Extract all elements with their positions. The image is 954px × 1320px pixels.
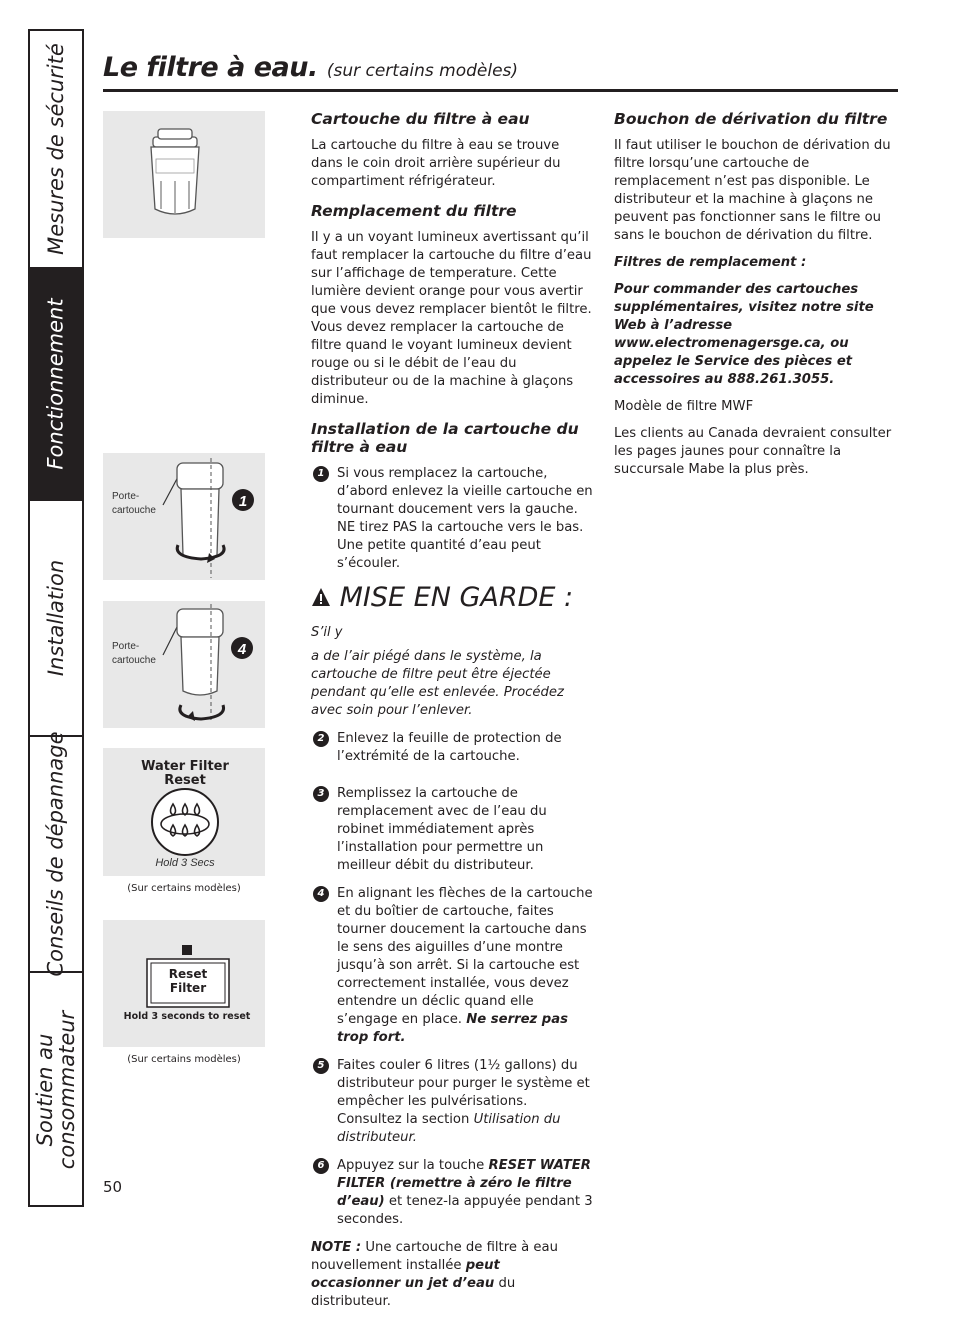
step-4-text: En alignant les flèches de la cartouche et du boîtier de cartouche, faites tourner doucement la cartouche dans le sens des aiguilles d’une montre jusqu’à son arrêt. Si la cartouche est correctement installée, vous devez entendre un déclic quand elle s’engage en place. — [337, 886, 593, 1027]
step-1-number: 1 — [313, 466, 329, 482]
section-tabs — [28, 29, 84, 1207]
remove-cartridge-illustration — [103, 453, 265, 580]
holder-label-2a: Porte- — [112, 641, 140, 652]
step-1-text: Si vous remplacez la cartouche, d’abord enlevez la vieille cartouche en tournant doucement vers la gauche. NE tirez PAS la cartouche vers le bas. Une petite quantité d’eau peut s’écouler. — [337, 466, 593, 571]
reset1-caption: (Sur certains modèles) — [127, 883, 241, 894]
filter-cartridge-icon — [103, 111, 265, 238]
install-heading: Installation de la cartouche du filtre à eau — [311, 420, 579, 456]
tab-support[interactable] — [30, 973, 84, 1207]
step-6 — [311, 1157, 593, 1229]
warning-heading — [311, 583, 593, 648]
tab-operation[interactable] — [30, 269, 84, 501]
warning-text: a de l’air piégé dans le système, la cartouche de filtre peut être éjectée pendant qu’elle est enlevée. Procédez avec soin pour l’enlever. — [311, 649, 564, 718]
step-2 — [311, 730, 593, 766]
step-5-text: Faites couler 6 litres (1½ gallons) du distributeur pour purger le système et empêcher les pulvérisations. Consultez la section — [337, 1058, 590, 1127]
holder-label-1a: Porte- — [112, 491, 140, 502]
page-title: Le filtre à eau. — [103, 52, 318, 83]
reset1-title-b: Reset — [164, 773, 206, 788]
replacement-heading: Filtres de remplacement : — [614, 255, 807, 270]
warning-triangle-icon — [311, 587, 331, 607]
cartridge-remove-diagram — [103, 453, 265, 580]
reset2-line2: Filter — [169, 981, 207, 995]
note-label: NOTE : — [311, 1240, 362, 1255]
page-number: 50 — [103, 1178, 123, 1196]
canada-text: Les clients au Canada devraient consulter les pages jaunes pour connaître la succursale Mabe la plus près. — [614, 426, 892, 477]
water-filter-reset-panel — [103, 748, 265, 876]
bypass-column — [614, 110, 898, 488]
cartridge-text: La cartouche du filtre à eau se trouve dans le coin droit arrière supérieur du compartiment réfrigérateur. — [311, 138, 561, 189]
bypass-text: Il faut utiliser le bouchon de dérivation du filtre lorsqu’une cartouche de remplacement n’est pas disponible. Le distributeur et la machine à glaçons ne peuvent pas fonctionner sans le filtre ou sans le bouchon de dérivation du filtre. — [614, 138, 891, 243]
model-text: Modèle de filtre MWF — [614, 399, 754, 414]
reset2-caption: (Sur certains modèles) — [127, 1054, 241, 1065]
step-5 — [311, 1057, 593, 1147]
step-2-text: Enlevez la feuille de protection de l’extrémité de la cartouche. — [337, 731, 562, 764]
reset1-hold: Hold 3 Secs — [155, 857, 215, 869]
note-text-a: Une cartouche de filtre à eau nouvellement installée — [311, 1240, 558, 1273]
step-3-number: 3 — [313, 786, 329, 802]
tab-safety[interactable] — [30, 31, 84, 269]
step-4-bold: Ne serrez pas trop fort. — [337, 1012, 568, 1045]
indicator-square — [182, 945, 192, 955]
warning-block — [311, 583, 593, 720]
step-5-number: 5 — [313, 1058, 329, 1074]
reset1-title-a: Water Filter — [141, 759, 229, 774]
note — [311, 1239, 593, 1311]
filter-cartridge-illustration — [103, 111, 265, 238]
step-6-text-b: et tenez-la appuyée pendant 3 secondes. — [337, 1194, 593, 1227]
order-text: Pour commander des cartouches supplémentaires, visitez notre site Web à l’adresse www.electromenagersge.ca, ou appelez le Service des pièces et accessoires au 888.261.3055. — [614, 282, 874, 387]
install-cartridge-illustration — [103, 601, 265, 728]
step-5-italic: Utilisation du distributeur. — [337, 1112, 561, 1145]
tab-support-line1: Soutien au — [33, 1033, 57, 1147]
holder-label-1b: cartouche — [112, 505, 156, 516]
page-header — [103, 52, 898, 92]
holder-label-2b: cartouche — [112, 655, 156, 666]
tab-installation[interactable] — [30, 501, 84, 737]
tab-safety-label: Mesures de sécurité — [44, 43, 69, 255]
tab-installation-label: Installation — [44, 559, 68, 677]
warning-title: MISE EN GARDE : — [339, 582, 574, 613]
tab-operation-label: Fonctionnement — [44, 298, 69, 470]
step-6-text-a: Appuyez sur la touche — [337, 1158, 485, 1173]
warning-lead: S’il y — [311, 625, 343, 640]
step-3 — [311, 785, 593, 875]
page-subtitle: (sur certains modèles) — [326, 61, 519, 81]
reset2-hold: Hold 3 seconds to reset — [123, 1011, 251, 1022]
tab-troubleshooting-label: Conseils de dépannage — [44, 731, 68, 977]
cartridge-heading: Cartouche du filtre à eau — [311, 110, 530, 128]
step-badge-4-text: 4 — [237, 641, 247, 658]
tab-troubleshooting[interactable] — [30, 731, 84, 977]
tab-support-label — [34, 1011, 78, 1169]
step-6-bold: RESET WATER FILTER (remettre à zéro le filtre d’eau) — [337, 1158, 591, 1209]
reset2-line1: Reset — [168, 967, 208, 981]
step-6-number: 6 — [313, 1158, 329, 1174]
step-4 — [311, 885, 593, 1047]
step-1 — [311, 465, 593, 573]
reset-panel-diagram — [103, 748, 265, 876]
replace-text: Il y a un voyant lumineux avertissant qu’il faut remplacer la cartouche du filtre d’eau sur l’affichage de temperature. Cette lumière devient orange pour vous avertir que vous devez remplacer bientôt le filtre. Vous devez remplacer la cartouche de filtre quand le voyant lumineux devient rouge ou si le débit de l’eau du distributeur ou de la machine à glaçons diminue. — [311, 230, 592, 407]
note-bold: peut occasionner un jet d’eau — [311, 1258, 500, 1291]
reset-filter-panel — [103, 920, 265, 1047]
step-3-text: Remplissez la cartouche de remplacement avec de l’eau du robinet immédiatement après l’installation pour permettre un meilleur débit du distributeur. — [337, 786, 547, 873]
tab-support-line2: consommateur — [55, 1010, 79, 1170]
note-text-b: du distributeur. — [311, 1276, 516, 1309]
replace-heading: Remplacement du filtre — [311, 202, 517, 220]
bypass-heading: Bouchon de dérivation du filtre — [614, 110, 888, 128]
reset-filter-diagram — [103, 920, 265, 1047]
step-4-number: 4 — [313, 886, 329, 902]
instructions-column — [311, 110, 593, 1320]
step-2-number: 2 — [313, 731, 329, 747]
step-badge-1-text: 1 — [238, 493, 248, 510]
cartridge-install-diagram — [103, 601, 265, 728]
